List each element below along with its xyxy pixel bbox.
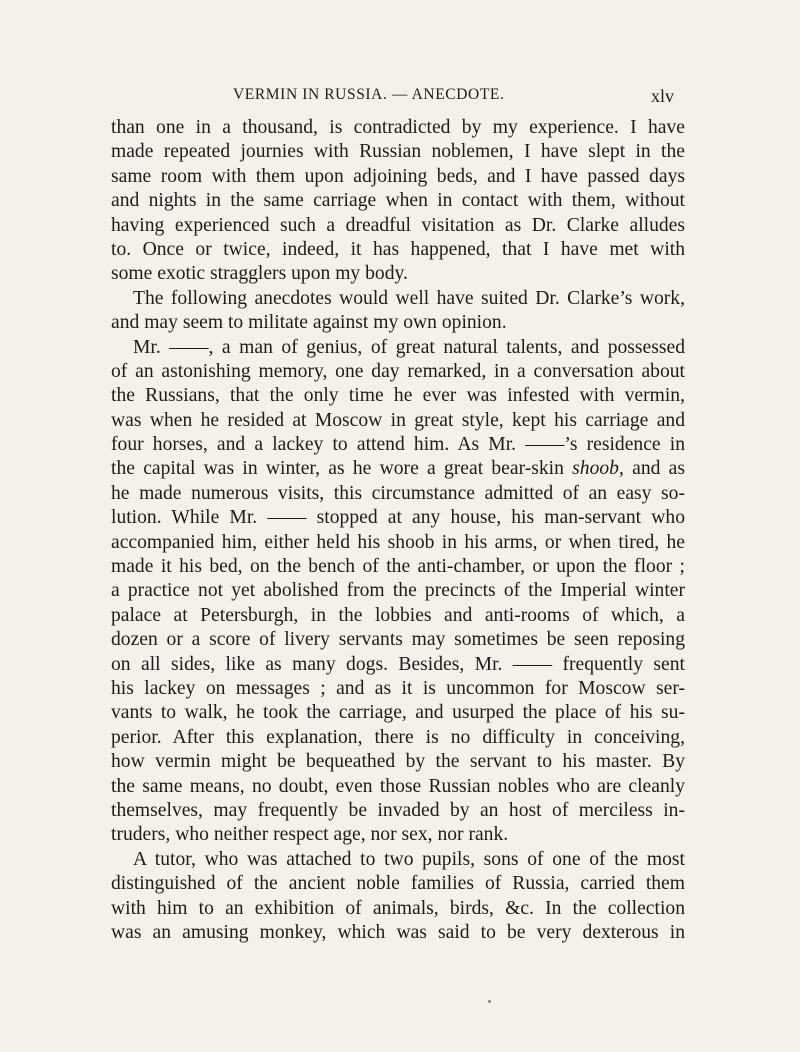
text-line: having experienced such a dreadful visitation as Dr. Clarke alludes bbox=[111, 214, 685, 236]
text-line: of an astonishing memory, one day remarked, in a conversation about bbox=[111, 360, 685, 382]
text-line: made it his bed, on the bench of the anti-chamber, or upon the floor ; bbox=[111, 556, 685, 578]
text-line: the Russians, that the only time he ever was infested with vermin, bbox=[111, 385, 685, 407]
body-text bbox=[111, 116, 685, 945]
text-line: some exotic stragglers upon my body. bbox=[111, 263, 408, 285]
text-segment: , and as bbox=[618, 458, 685, 480]
text-line: lution. While Mr. —— stopped at any house, his man-servant who bbox=[111, 507, 685, 529]
text-line: truders, who neither respect age, nor sex, nor rank. bbox=[111, 824, 509, 846]
text-line: and may seem to militate against my own opinion. bbox=[111, 312, 507, 334]
text-line: was an amusing monkey, which was said to be very dexterous in bbox=[111, 921, 685, 943]
text-line: his lackey on messages ; and as it is uncommon for Moscow ser- bbox=[111, 677, 685, 699]
text-line: The following anecdotes would well have suited Dr. Clarke’s work, bbox=[133, 287, 685, 309]
pencil-mark bbox=[488, 1000, 491, 1003]
text-line: vants to walk, he took the carriage, and usurped the place of his su- bbox=[111, 702, 685, 724]
text-line bbox=[111, 457, 685, 481]
text-line: themselves, may frequently be invaded by an host of merciless in- bbox=[111, 799, 685, 821]
text-line: distinguished of the ancient noble families of Russia, carried them bbox=[111, 873, 685, 895]
text-line: to. Once or twice, indeed, it has happened, that I have met with bbox=[111, 238, 685, 260]
text-line: dozen or a score of livery servants may sometimes be seen reposing bbox=[111, 629, 685, 651]
text-line: A tutor, who was attached to two pupils, sons of one of the most bbox=[133, 848, 685, 870]
text-line: same room with them upon adjoining beds, and I have passed days bbox=[111, 165, 685, 187]
text-line: palace at Petersburgh, in the lobbies and anti-rooms of which, a bbox=[111, 604, 685, 626]
text-line: he made numerous visits, this circumstance admitted of an easy so- bbox=[111, 482, 685, 504]
text-line: the same means, no doubt, even those Russian nobles who are cleanly bbox=[111, 775, 685, 797]
running-title: VERMIN IN RUSSIA. — ANECDOTE. bbox=[233, 86, 505, 103]
page-number: xlv bbox=[651, 86, 675, 106]
text-line: made repeated journies with Russian noblemen, I have slept in the bbox=[111, 141, 685, 163]
text-line: was when he resided at Moscow in great style, kept his carriage and bbox=[111, 409, 685, 431]
text-line: with him to an exhibition of animals, birds, &c. In the collection bbox=[111, 897, 685, 919]
text-segment: the capital was in winter, as he wore a great bear-skin bbox=[111, 458, 573, 480]
text-line: than one in a thousand, is contradicted by my experience. I have bbox=[111, 117, 685, 138]
text-line: perior. After this explanation, there is no difficulty in conceiving, bbox=[111, 726, 685, 748]
text-line: Mr. ——, a man of genius, of great natural talents, and possessed bbox=[133, 336, 685, 358]
text-line: four horses, and a lackey to attend him. As Mr. ——’s residence in bbox=[111, 434, 685, 456]
text-line: a practice not yet abolished from the precincts of the Imperial winter bbox=[111, 580, 685, 602]
text-line: on all sides, like as many dogs. Besides, Mr. —— frequently sent bbox=[111, 653, 685, 675]
italic-word: shoob bbox=[572, 458, 619, 480]
text-line: accompanied him, either held his shoob in his arms, or when tired, he bbox=[111, 531, 685, 553]
text-line: and nights in the same carriage when in contact with them, without bbox=[111, 190, 685, 212]
text-line: how vermin might be bequeathed by the servant to his master. By bbox=[111, 751, 685, 773]
